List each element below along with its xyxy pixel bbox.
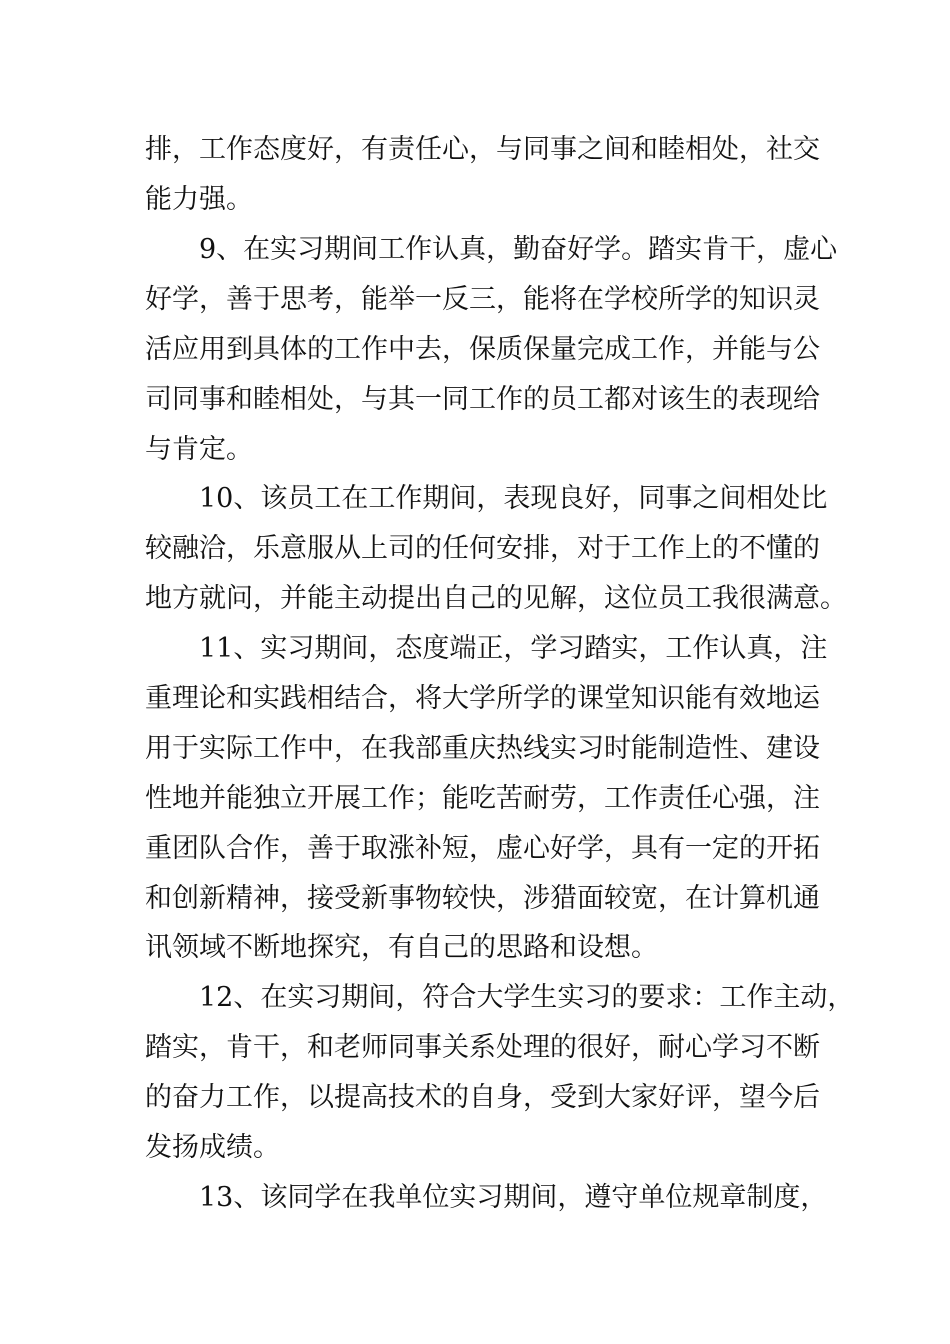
paragraph-11-start: 11、实习期间，态度端正，学习踏实，工作认真，注 bbox=[199, 633, 828, 664]
text-line: 排，工作态度好，有责任心，与同事之间和睦相处，社交 bbox=[145, 134, 820, 165]
text-line: 发扬成绩。 bbox=[145, 1132, 280, 1163]
text-line: 较融洽，乐意服从上司的任何安排，对于工作上的不懂的 bbox=[145, 533, 820, 564]
text-line: 性地并能独立开展工作；能吃苦耐劳，工作责任心强，注 bbox=[145, 783, 820, 814]
text-line: 讯领域不断地探究，有自己的思路和设想。 bbox=[145, 932, 658, 963]
paragraph-9-start: 9、在实习期间工作认真，勤奋好学。踏实肯干，虚心 bbox=[199, 234, 838, 265]
text-line: 地方就问，并能主动提出自己的见解，这位员工我很满意。 bbox=[145, 583, 847, 614]
text-line: 用于实际工作中，在我部重庆热线实习时能制造性、建设 bbox=[145, 733, 820, 764]
text-line: 好学，善于思考，能举一反三，能将在学校所学的知识灵 bbox=[145, 284, 820, 315]
paragraph-13-start: 13、该同学在我单位实习期间，遵守单位规章制度， bbox=[199, 1182, 828, 1213]
text-line: 活应用到具体的工作中去，保质保量完成工作，并能与公 bbox=[145, 334, 820, 365]
text-line: 重理论和实践相结合，将大学所学的课堂知识能有效地运 bbox=[145, 683, 820, 714]
text-line: 和创新精神，接受新事物较快，涉猎面较宽，在计算机通 bbox=[145, 883, 820, 914]
text-line: 与肯定。 bbox=[145, 434, 253, 465]
text-line: 重团队合作，善于取涨补短，虚心好学，具有一定的开拓 bbox=[145, 833, 820, 864]
text-line: 能力强。 bbox=[145, 184, 253, 215]
text-line: 的奋力工作，以提高技术的自身，受到大家好评，望今后 bbox=[145, 1082, 820, 1113]
paragraph-12-start: 12、在实习期间，符合大学生实习的要求：工作主动， bbox=[199, 982, 855, 1013]
text-line: 司同事和睦相处，与其一同工作的员工都对该生的表现给 bbox=[145, 384, 820, 415]
text-line: 踏实，肯干，和老师同事关系处理的很好，耐心学习不断 bbox=[145, 1032, 820, 1063]
paragraph-10-start: 10、该员工在工作期间，表现良好，同事之间相处比 bbox=[199, 483, 828, 514]
